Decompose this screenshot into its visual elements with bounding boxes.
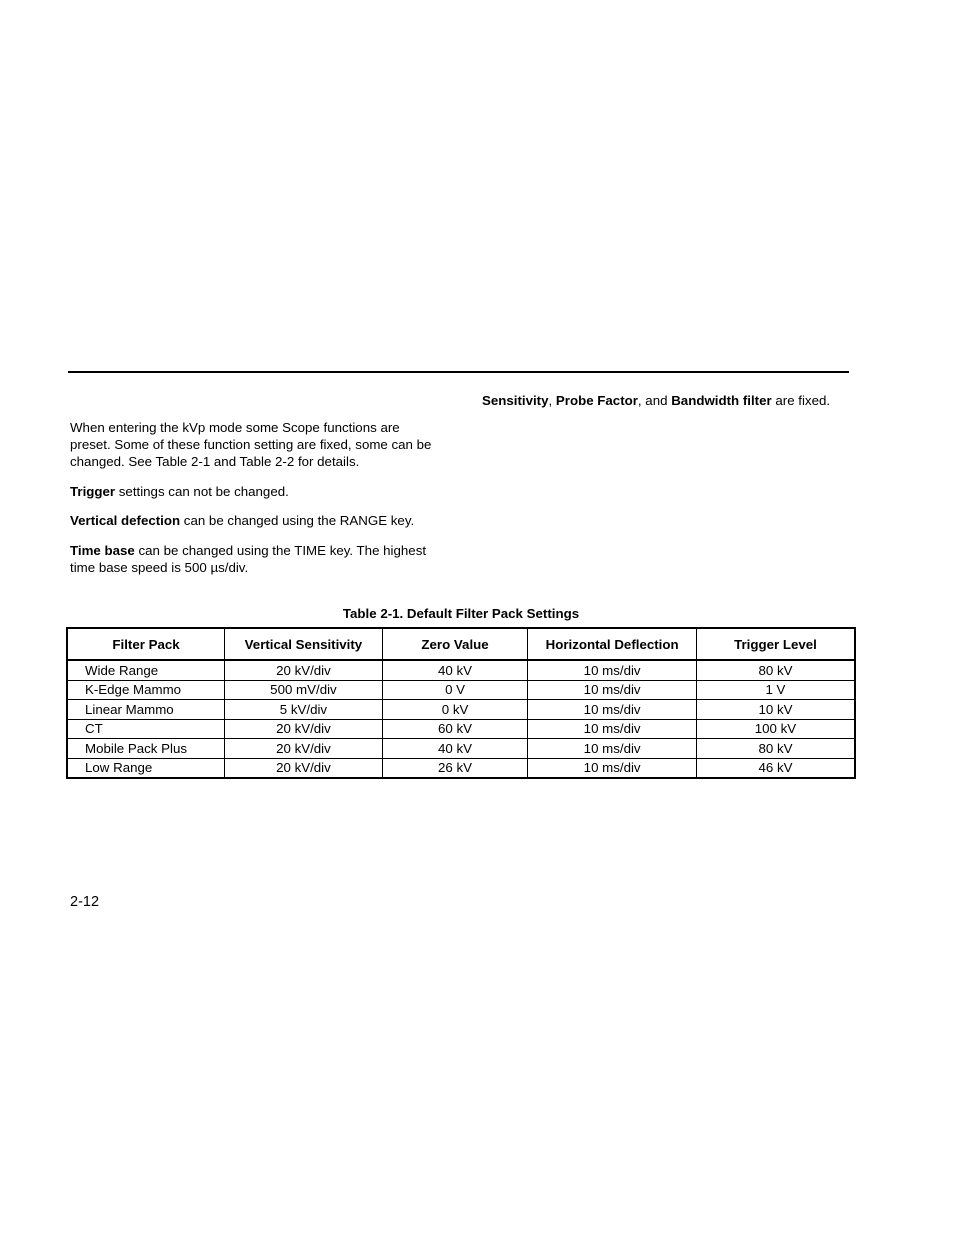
cell-filter-pack: K-Edge Mammo bbox=[67, 680, 225, 700]
cell-horizontal-deflection: 10 ms/div bbox=[528, 660, 697, 680]
header-filter-pack: Filter Pack bbox=[67, 628, 225, 660]
table-row bbox=[67, 700, 855, 720]
cell-trigger-level: 80 kV bbox=[696, 660, 855, 680]
sensitivity-term: Sensitivity bbox=[482, 393, 549, 408]
cell-trigger-level: 46 kV bbox=[696, 758, 855, 778]
filter-pack-table bbox=[66, 627, 856, 779]
fixed-tail-text: are fixed. bbox=[771, 393, 831, 408]
cell-zero-value: 40 kV bbox=[382, 739, 528, 759]
cell-horizontal-deflection: 10 ms/div bbox=[528, 758, 697, 778]
cell-zero-value: 60 kV bbox=[382, 719, 528, 739]
cell-zero-value: 40 kV bbox=[382, 660, 528, 680]
table-row bbox=[67, 758, 855, 778]
fixed-settings-paragraph bbox=[482, 392, 832, 409]
trigger-paragraph bbox=[70, 483, 440, 500]
trigger-term: Trigger bbox=[70, 483, 116, 499]
cell-vertical-sensitivity: 20 kV/div bbox=[225, 660, 383, 680]
left-column bbox=[70, 419, 440, 588]
cell-vertical-sensitivity: 20 kV/div bbox=[225, 739, 383, 759]
cell-filter-pack: CT bbox=[67, 719, 225, 739]
table-row bbox=[67, 719, 855, 739]
table-row bbox=[67, 739, 855, 759]
intro-paragraph: When entering the kVp mode some Scope functions are preset. Some of these function setting are fixed, some can be changed. See Table 2-1 and Table 2-2 for details. bbox=[70, 420, 432, 469]
cell-zero-value: 0 kV bbox=[382, 700, 528, 720]
header-zero-value: Zero Value bbox=[382, 628, 528, 660]
header-trigger-level: Trigger Level bbox=[696, 628, 855, 660]
vertical-paragraph bbox=[70, 512, 440, 529]
trigger-text: settings can not be changed. bbox=[115, 483, 289, 499]
cell-horizontal-deflection: 10 ms/div bbox=[528, 719, 697, 739]
cell-filter-pack: Linear Mammo bbox=[67, 700, 225, 720]
table-row bbox=[67, 680, 855, 700]
cell-horizontal-deflection: 10 ms/div bbox=[528, 680, 697, 700]
cell-vertical-sensitivity: 20 kV/div bbox=[225, 719, 383, 739]
timebase-paragraph bbox=[70, 542, 440, 576]
header-horizontal-deflection: Horizontal Deflection bbox=[528, 628, 697, 660]
vertical-term: Vertical defection bbox=[70, 513, 181, 528]
cell-vertical-sensitivity: 5 kV/div bbox=[225, 700, 383, 720]
right-column bbox=[482, 392, 832, 409]
bandwidth-filter-term: Bandwidth filter bbox=[671, 393, 772, 408]
probe-factor-term: Probe Factor bbox=[555, 393, 638, 408]
cell-vertical-sensitivity: 500 mV/div bbox=[225, 680, 383, 700]
vertical-text: can be changed using the RANGE key. bbox=[180, 513, 415, 528]
cell-horizontal-deflection: 10 ms/div bbox=[528, 700, 697, 720]
cell-horizontal-deflection: 10 ms/div bbox=[528, 739, 697, 759]
cell-vertical-sensitivity: 20 kV/div bbox=[225, 758, 383, 778]
separator-1: , bbox=[548, 393, 556, 408]
cell-zero-value: 0 V bbox=[382, 680, 528, 700]
cell-filter-pack: Low Range bbox=[67, 758, 225, 778]
table-header-row bbox=[67, 628, 855, 660]
cell-trigger-level: 10 kV bbox=[696, 700, 855, 720]
timebase-term: Time base bbox=[70, 542, 135, 558]
page-number: 2-12 bbox=[70, 894, 100, 910]
cell-filter-pack: Mobile Pack Plus bbox=[67, 739, 225, 759]
header-vertical-sensitivity: Vertical Sensitivity bbox=[225, 628, 383, 660]
cell-trigger-level: 80 kV bbox=[696, 739, 855, 759]
cell-zero-value: 26 kV bbox=[382, 758, 528, 778]
table-caption: Table 2-1. Default Filter Pack Settings bbox=[342, 606, 580, 621]
cell-trigger-level: 100 kV bbox=[696, 719, 855, 739]
separator-2: , and bbox=[637, 393, 672, 408]
cell-trigger-level: 1 V bbox=[696, 680, 855, 700]
cell-filter-pack: Wide Range bbox=[67, 660, 225, 680]
timebase-text: can be changed using the TIME key. The highest time base speed is 500 µs/div. bbox=[70, 542, 427, 575]
table-row bbox=[67, 660, 855, 680]
section-rule bbox=[68, 371, 849, 373]
